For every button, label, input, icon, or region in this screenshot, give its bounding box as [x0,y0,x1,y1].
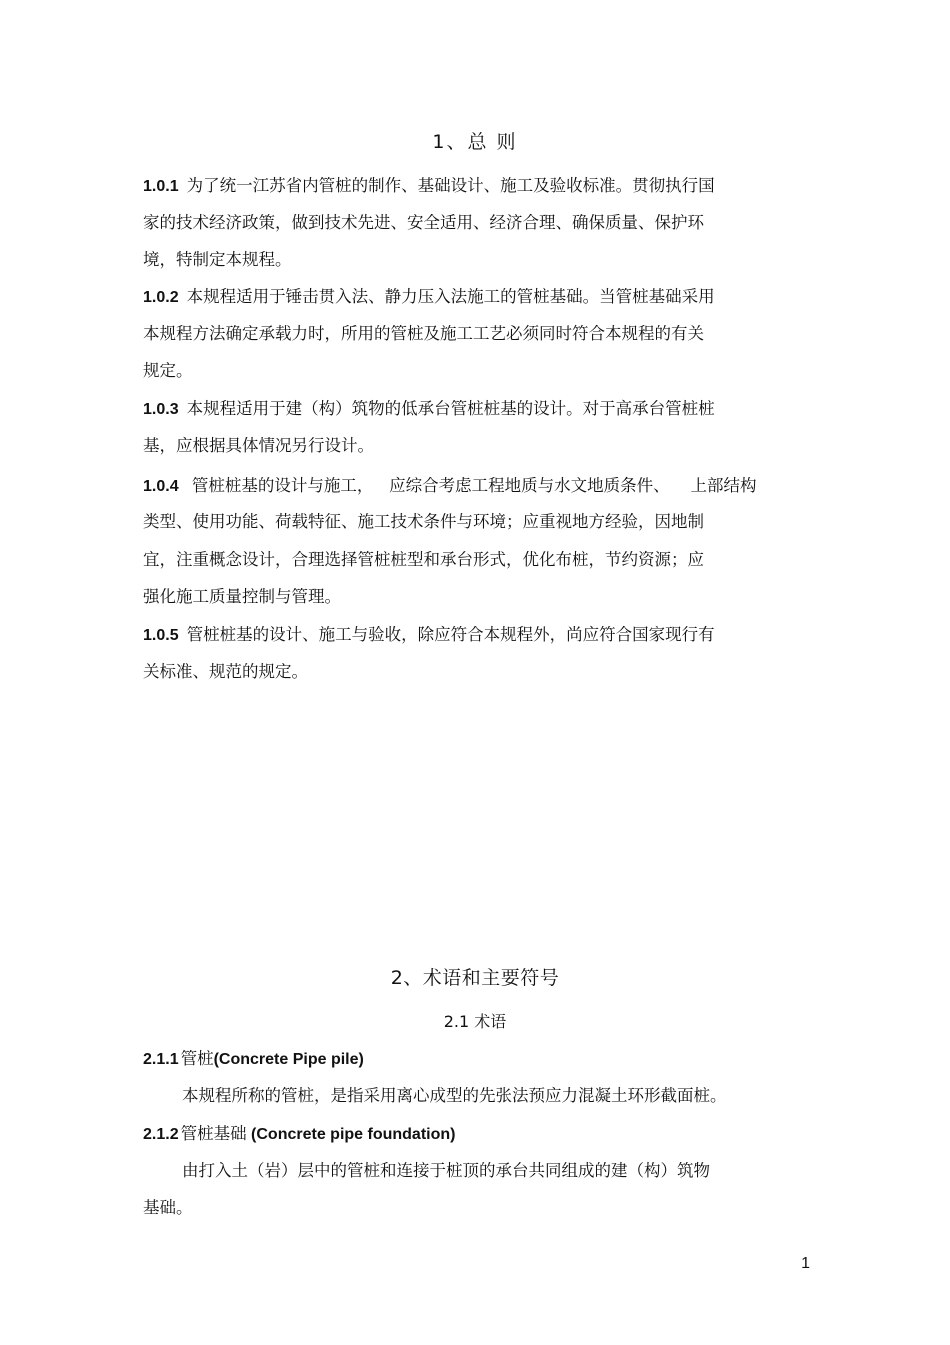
clause-number: 1.0.5 [143,627,179,644]
clause-text: 管桩桩基的设计与施工， 应综合考虑工程地质与水文地质条件、 上部结构 [186,476,757,495]
clause-1-0-4-line-4: 强化施工质量控制与管理。 [143,587,341,606]
clause-text: 为了统一江苏省内管桩的制作、基础设计、施工及验收标准。贯彻执行国 [186,176,715,195]
section-2-1-subtitle: 2.1 术语 [443,1012,507,1031]
clause-number: 1.0.4 [143,478,179,495]
clause-1-0-5-line-1 [143,624,715,647]
term-name: 管桩基础 [180,1124,247,1143]
term-2-1-1-heading [143,1048,364,1071]
clause-1-0-2-line-3: 规定。 [143,361,193,380]
term-2-1-2-definition-line-2: 基础。 [143,1198,193,1217]
clause-1-0-3-line-2: 基，应根据具体情况另行设计。 [143,436,374,455]
clause-text: 本规程适用于建（构）筑物的低承台管桩桩基的设计。对于高承台管桩桩 [186,399,715,418]
clause-1-0-1-line-3: 境，特制定本规程。 [143,250,292,269]
term-2-1-2-definition-line-1: 由打入土（岩）层中的管桩和连接于桩顶的承台共同组成的建（构）筑物 [182,1161,710,1180]
clause-1-0-1-line-1 [143,175,715,198]
clause-number: 1.0.1 [143,178,179,195]
term-number: 2.1.2 [143,1126,179,1143]
clause-1-0-4-line-1 [143,475,757,498]
clause-1-0-2-line-2: 本规程方法确定承载力时，所用的管桩及施工工艺必须同时符合本规程的有关 [143,324,704,343]
clause-1-0-4-line-2: 类型、使用功能、荷载特征、施工技术条件与环境；应重视地方经验，因地制 [143,512,704,531]
clause-text: 管桩桩基的设计、施工与验收，除应符合本规程外，尚应符合国家现行有 [186,625,715,644]
clause-1-0-1-line-2: 家的技术经济政策，做到技术先进、安全适用、经济合理、确保质量、保护环 [143,213,704,232]
clause-1-0-2-line-1 [143,286,715,309]
clause-1-0-5-line-2: 关标准、规范的规定。 [143,662,308,681]
clause-number: 1.0.2 [143,289,179,306]
term-2-1-1-definition: 本规程所称的管桩，是指采用离心成型的先张法预应力混凝土环形截面桩。 [182,1086,727,1105]
clause-1-0-3-line-1 [143,398,715,421]
term-english: (Concrete Pipe pile) [213,1051,364,1068]
page-number: 1 [801,1255,810,1272]
term-2-1-2-heading [143,1123,455,1146]
clause-1-0-4-line-3: 宜，注重概念设计，合理选择管桩桩型和承台形式，优化布桩，节约资源；应 [143,550,704,569]
term-english: (Concrete pipe foundation) [246,1126,456,1143]
section-2-title: 2、术语和主要符号 [390,967,560,989]
section-1-title: 1、总 则 [432,131,518,153]
clause-number: 1.0.3 [143,401,179,418]
term-name: 管桩 [180,1049,214,1068]
clause-text: 本规程适用于锤击贯入法、静力压入法施工的管桩基础。当管桩基础采用 [186,287,715,306]
term-number: 2.1.1 [143,1051,179,1068]
